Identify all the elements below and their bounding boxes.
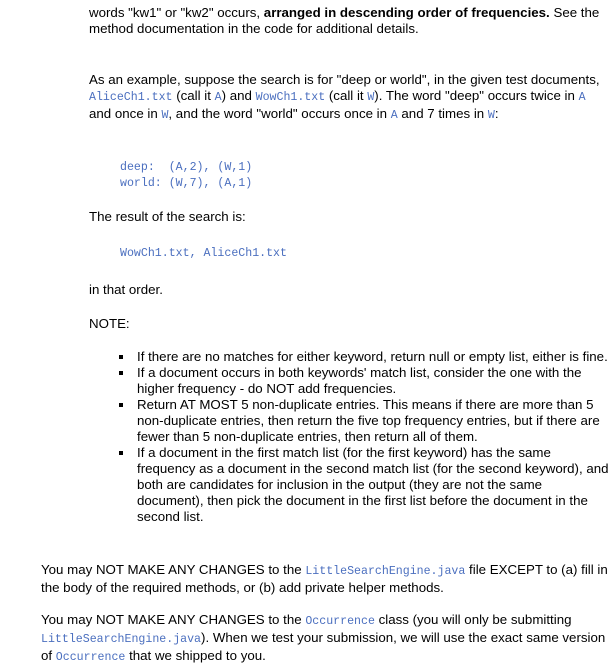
code-alice-file: AliceCh1.txt (89, 91, 173, 104)
example-text: ) and (221, 88, 256, 103)
notes-list (89, 349, 611, 525)
note-text: If a document in the first match list (for the first keyword) has the same frequency as a document in the second match list (for the second keyword), and both are candidates for inclusion in the output (they are not the same document), then pick the document in the first list before the document in the second list. (137, 445, 609, 524)
changes-text: that we shipped to you. (125, 648, 266, 663)
example-text: and once in (89, 106, 162, 121)
changes-text: ). When we test your submission, we will use the exact same version of (41, 630, 606, 663)
in-that-order-text: in that order. (89, 282, 163, 297)
code-line: world: (W,7), (A,1) (120, 177, 253, 190)
code-w: W (161, 109, 169, 122)
list-item (89, 349, 611, 365)
code-block-result: WowCh1.txt, AliceCh1.txt (120, 247, 287, 260)
bullet-icon (119, 371, 123, 375)
example-text: (call it (172, 88, 215, 103)
changes-text: You may NOT MAKE ANY CHANGES to the (41, 612, 306, 627)
code-w: W (487, 109, 495, 122)
changes-text: You may NOT MAKE ANY CHANGES to the (41, 562, 306, 577)
changes-paragraph-1 (41, 562, 611, 596)
code-a: A (390, 109, 398, 122)
changes-text: file EXCEPT to (a) fill in the body of the required methods, or (b) add private helper methods. (41, 562, 608, 595)
intro-text: words "kw1" or "kw2" occurs, (89, 5, 264, 20)
code-little-search-engine: LittleSearchEngine.java (305, 565, 466, 578)
bullet-icon (119, 403, 123, 407)
code-a: A (578, 91, 586, 104)
bullet-icon (119, 451, 123, 455)
note-text: Return AT MOST 5 non-duplicate entries. This means if there are more than 5 non-duplicate entries, then return the five top frequency entries, but if there are fewer than 5 non-duplicate entries, then return all of them. (137, 397, 600, 444)
note-label: NOTE: (89, 316, 130, 331)
example-paragraph (89, 72, 611, 124)
list-item (89, 445, 611, 525)
intro-paragraph (89, 5, 611, 37)
result-label: The result of the search is: (89, 209, 246, 224)
bullet-icon (119, 355, 123, 359)
code-occurrence: Occurrence (305, 615, 375, 628)
code-occurrence: Occurrence (55, 651, 126, 664)
example-text: , and the word "world" occurs once in (168, 106, 391, 121)
example-text: : (494, 106, 499, 121)
changes-text: class (you will only be submitting (374, 612, 572, 627)
note-text: If a document occurs in both keywords' match list, consider the one with the higher frequency - do NOT add frequencies. (137, 365, 582, 396)
code-w: W (367, 91, 375, 104)
example-text: and 7 times in (397, 106, 488, 121)
list-item (89, 365, 611, 397)
note-text: If there are no matches for either keyword, return null or empty list, either is fine. (137, 349, 608, 364)
code-a: A (214, 91, 222, 104)
code-wow-file: WowCh1.txt (255, 91, 326, 104)
intro-bold-text: arranged in descending order of frequencies. (263, 5, 550, 20)
example-text: (call it (325, 88, 368, 103)
example-text: As an example, suppose the search is for "deep or world", in the given test documents, (89, 72, 600, 87)
changes-paragraph-2 (41, 612, 611, 666)
example-text: ). The word "deep" occurs twice in (374, 88, 579, 103)
intro-text-end: See the method documentation in the code for additional details. (89, 5, 600, 36)
code-little-search-engine: LittleSearchEngine.java (41, 633, 202, 646)
code-line: deep: (A,2), (W,1) (120, 161, 253, 174)
code-block-frequencies (120, 160, 252, 192)
list-item (89, 397, 611, 445)
